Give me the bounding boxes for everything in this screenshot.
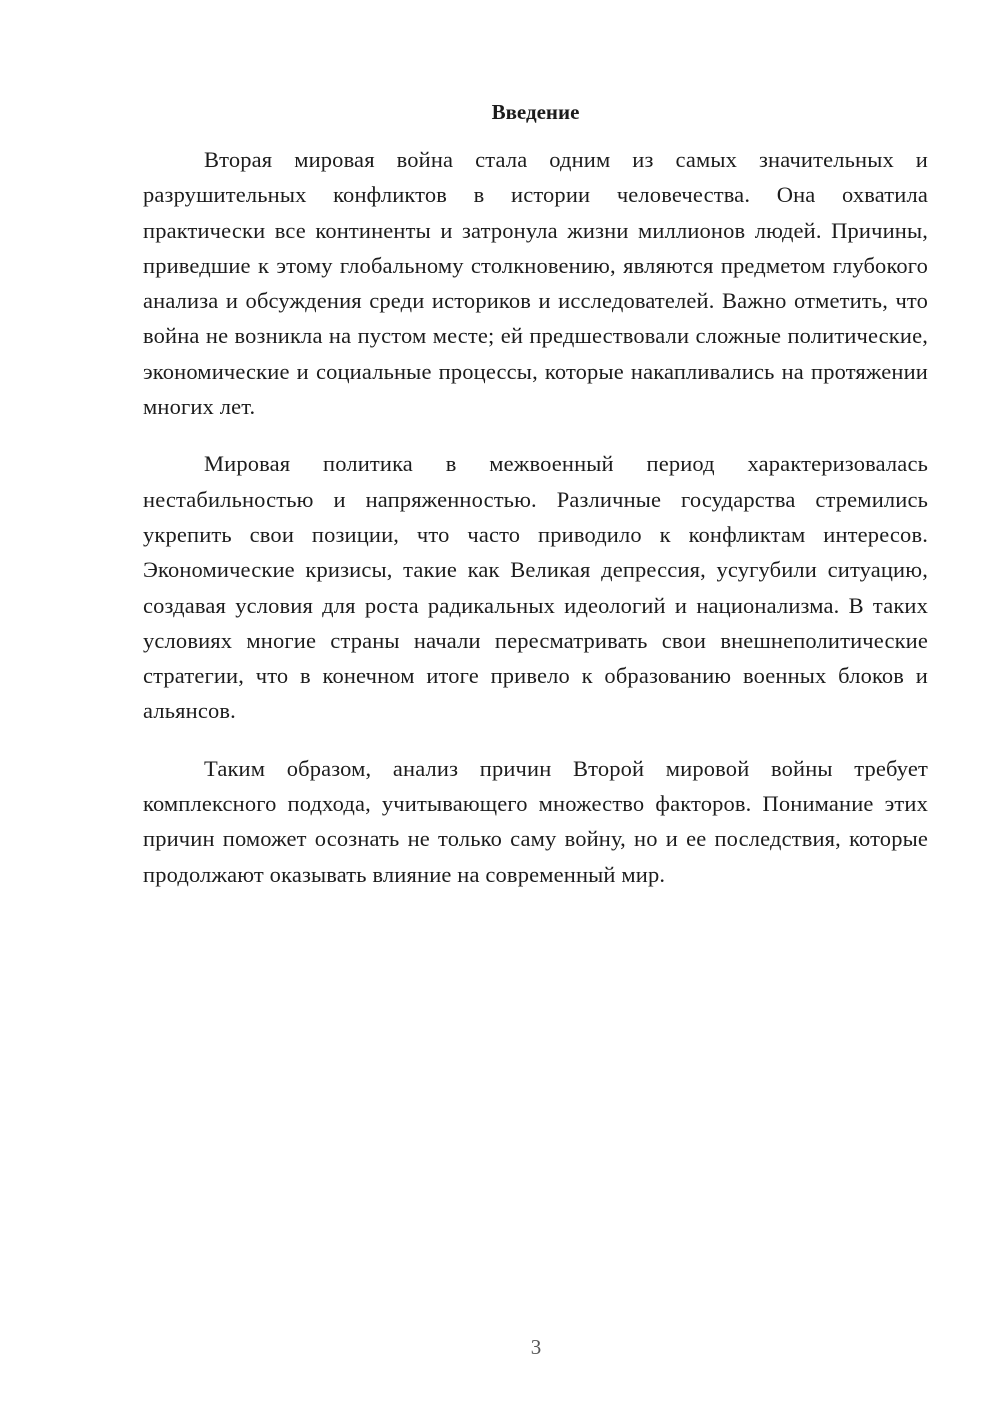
paragraph-3: Таким образом, анализ причин Второй мировой войны требует комплексного подхода, учитывающего множество факторов. Понимание этих причин поможет осознать не только саму войну, но и ее последствия, которые продолжают оказывать влияние на современный мир. — [143, 755, 928, 887]
page-number: 3 — [530, 1335, 542, 1359]
section-heading: Введение — [491, 100, 580, 124]
paragraph-2: Мировая политика в межвоенный период характеризовалась нестабильностью и напряженностью. Различные государства стремились укрепить свои позиции, что часто приводило к конфликтам интересов. Экономические кризисы, такие как Великая депрессия, усугубили ситуацию, создавая условия для роста радикальных идеологий и национализма. В таких условиях многие страны начали пересматривать свои внешнеполитические стратегии, что в конечном итоге привело к образованию военных блоков и альянсов. — [143, 451, 928, 724]
body-text — [143, 142, 928, 914]
paragraph-1: Вторая мировая война стала одним из самых значительных и разрушительных конфликтов в истории человечества. Она охватила практически все континенты и затронула жизни миллионов людей. Причины, приведшие к этому глобальному столкновению, являются предметом глубокого анализа и обсуждения среди историков и исследователей. Важно отметить, что война не возникла на пустом месте; ей предшествовали сложные политические, экономические и социальные процессы, которые накапливались на протяжении многих лет. — [143, 147, 928, 420]
